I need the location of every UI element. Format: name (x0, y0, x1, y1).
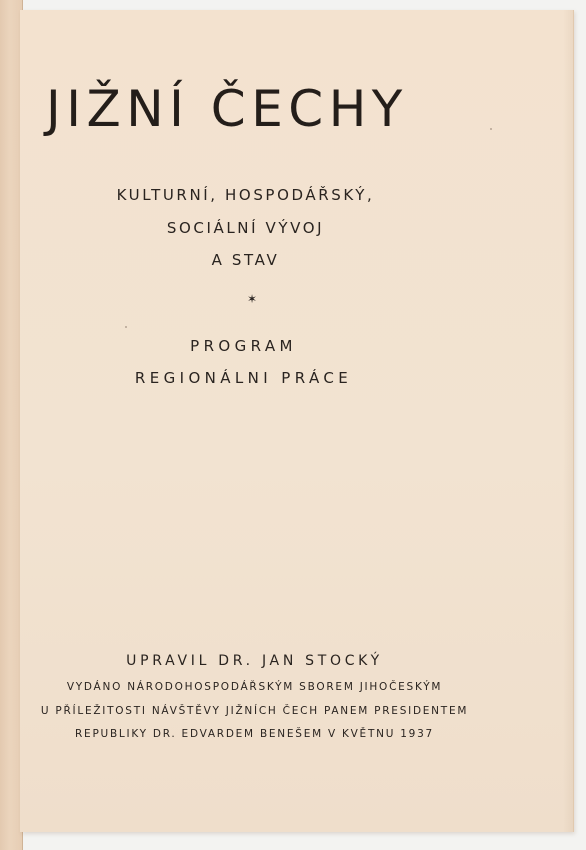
paper-speck (125, 326, 127, 328)
star-ornament-icon: ✶ (247, 292, 258, 306)
book-title: JIŽNÍ ČECHY (46, 80, 408, 138)
subtitle-line-3: A STAV (211, 251, 280, 269)
publisher-line-2: U PŘÍLEŽITOSTI NÁVŠTĚVY JIŽNÍCH ČECH PANEM PRESIDENTEM (40, 705, 469, 717)
publisher-line-1: VYDÁNO NÁRODOHOSPODÁŘSKÝM SBOREM JIHOČESKÝM (66, 681, 443, 693)
subtitle-line-1: KULTURNÍ, HOSPODÁŘSKÝ, (116, 186, 375, 204)
page-shadow (563, 10, 573, 832)
publisher-line-3: REPUBLIKY DR. EDVARDEM BENEŠEM V KVĚTNU 1937 (75, 728, 434, 740)
program-line-2: REGIONÁLNI PRÁCE (134, 369, 353, 387)
editor-credit: UPRAVIL DR. JAN STOCKÝ (126, 653, 383, 669)
title-page (20, 10, 573, 832)
paper-speck (490, 128, 492, 130)
subtitle-line-2: SOCIÁLNÍ VÝVOJ (166, 219, 325, 237)
program-line-1: PROGRAM (190, 337, 297, 355)
